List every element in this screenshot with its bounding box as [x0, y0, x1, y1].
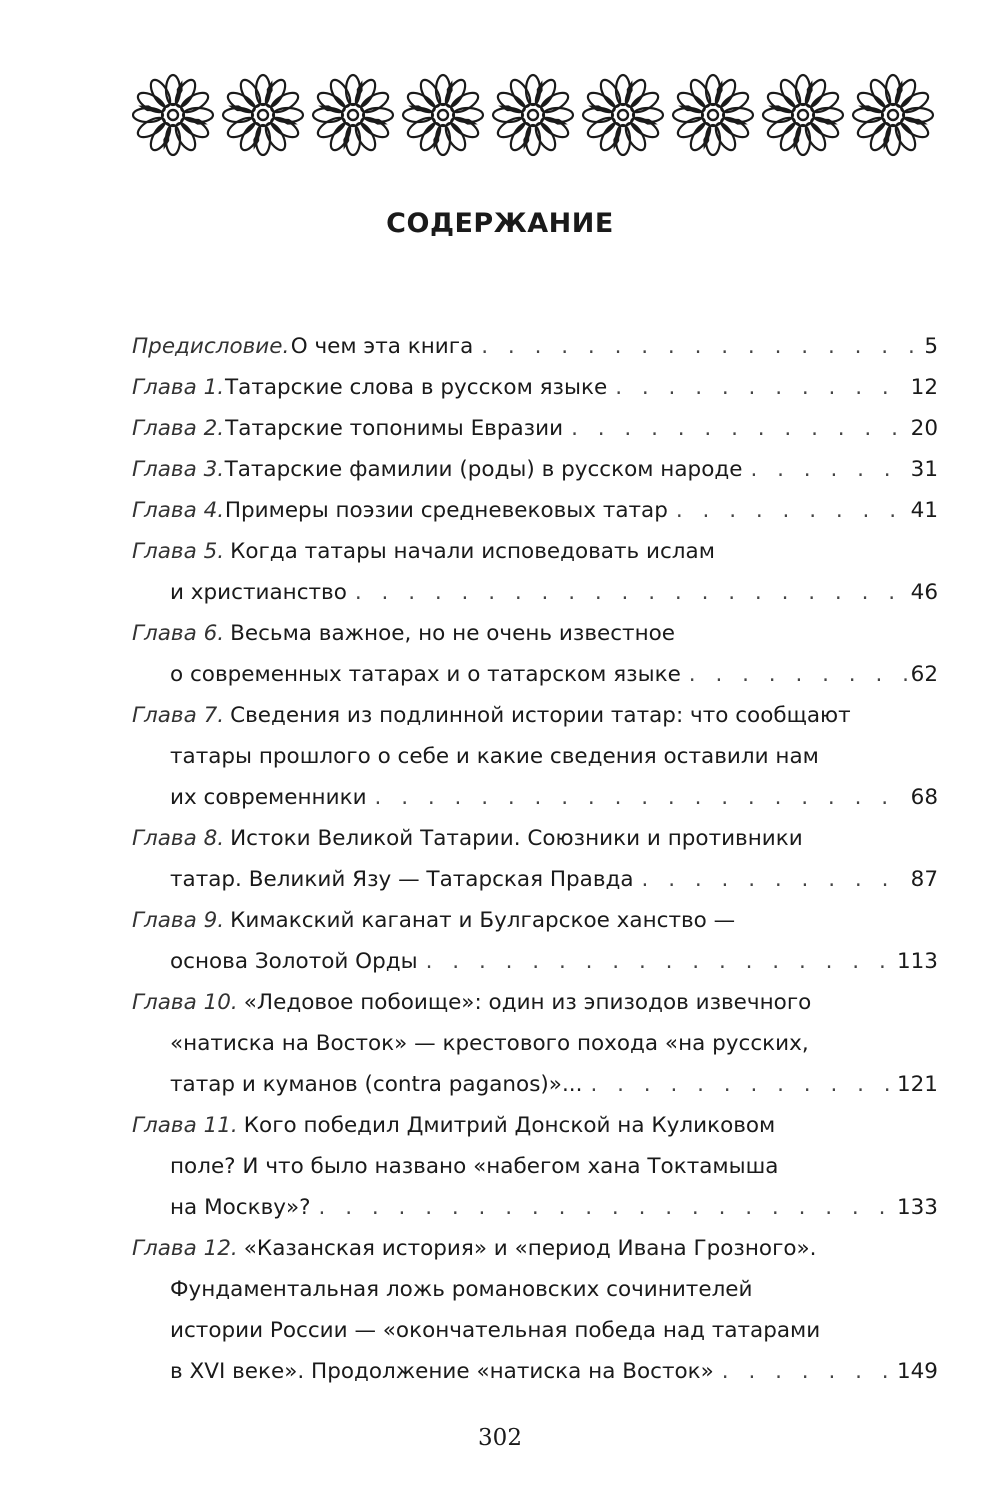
toc-entry-text: «натиска на Восток» — крестового похода «на русских,	[170, 1031, 809, 1056]
toc-entry-text: Истоки Великой Татарии. Союзники и противники	[230, 826, 803, 851]
dot-leader	[375, 777, 907, 818]
toc-entry-label: Глава 6.	[132, 621, 225, 646]
toc-entry-text: Татарские топонимы Евразии	[225, 416, 564, 441]
toc-entry-text: и христианство	[170, 580, 347, 605]
toc-entry-text: Кого победил Дмитрий Донской на Куликовом	[243, 1113, 776, 1138]
toc-entry-line	[132, 1146, 938, 1187]
toc-entry	[132, 900, 938, 982]
toc-entry-text: Татарские слова в русском языке	[225, 375, 608, 400]
table-of-contents	[132, 326, 938, 1392]
dot-leader	[426, 941, 893, 982]
dot-leader	[676, 490, 907, 531]
toc-entry-line	[132, 1228, 938, 1269]
rosette-ornament	[763, 75, 843, 155]
toc-entry-text: Сведения из подлинной истории татар: что сообщают	[230, 703, 851, 728]
toc-page-number: 31	[910, 457, 938, 482]
toc-entry-label: Глава 1.	[132, 375, 225, 400]
toc-entry-text: татары прошлого о себе и какие сведения оставили нам	[170, 744, 819, 769]
toc-entry-text: основа Золотой Орды	[170, 949, 418, 974]
toc-page-number: 41	[910, 498, 938, 523]
toc-entry-line	[132, 1023, 938, 1064]
toc-entry-label: Глава 3.	[132, 457, 225, 482]
toc-entry-text: поле? И что было названо «набегом хана Токтамыша	[170, 1154, 779, 1179]
toc-entry-text: на Москву»?	[170, 1195, 311, 1220]
toc-entry-text: О чем эта книга	[290, 334, 474, 359]
toc-entry	[132, 490, 938, 531]
dot-leader	[590, 1064, 893, 1105]
toc-entry-text: Фундаментальная ложь романовских сочинителей	[170, 1277, 753, 1302]
dot-leader	[355, 572, 907, 613]
toc-page-number: 149	[896, 1359, 938, 1384]
dot-leader	[615, 367, 906, 408]
toc-page-number: 20	[910, 416, 938, 441]
toc-page-number: 87	[910, 867, 938, 892]
toc-entry-text: татар. Великий Язу — Татарская Правда	[170, 867, 634, 892]
toc-entry-line	[132, 531, 938, 572]
toc-page-number: 12	[910, 375, 938, 400]
toc-entry-line	[132, 859, 938, 900]
rosette-ornament	[403, 75, 483, 155]
toc-entry-text: в XVI веке». Продолжение «натиска на Восток»	[170, 1359, 714, 1384]
toc-entry-label: Глава 11.	[132, 1113, 238, 1138]
toc-entry	[132, 1228, 938, 1392]
toc-entry-label: Глава 9.	[132, 908, 225, 933]
decorative-rosette-border	[132, 70, 940, 160]
toc-entry	[132, 613, 938, 695]
rosette-ornament	[853, 75, 933, 155]
toc-entry-line	[132, 1269, 938, 1310]
toc-entry	[132, 326, 938, 367]
toc-entry-line	[132, 449, 938, 490]
toc-entry-line	[132, 326, 938, 367]
toc-page-number: 121	[896, 1072, 938, 1097]
toc-entry	[132, 367, 938, 408]
toc-entry-line	[132, 736, 938, 777]
toc-entry	[132, 408, 938, 449]
toc-entry-line	[132, 1310, 938, 1351]
toc-entry-text: Когда татары начали исповедовать ислам	[230, 539, 715, 564]
dot-leader	[722, 1351, 893, 1392]
dot-leader	[319, 1187, 893, 1228]
dot-leader	[642, 859, 907, 900]
toc-entry-text: «Ледовое побоище»: один из эпизодов извечного	[243, 990, 812, 1015]
toc-entry-line	[132, 900, 938, 941]
dot-leader	[689, 654, 907, 695]
toc-entry-line	[132, 1064, 938, 1105]
page-number: 302	[478, 1425, 522, 1451]
toc-entry-label: Глава 5.	[132, 539, 225, 564]
toc-page-number: 68	[910, 785, 938, 810]
toc-entry-line	[132, 367, 938, 408]
toc-entry-text: «Казанская история» и «период Ивана Грозного».	[243, 1236, 817, 1261]
toc-entry-line	[132, 695, 938, 736]
toc-page-number: 46	[910, 580, 938, 605]
toc-entry-line	[132, 982, 938, 1023]
toc-page-number: 113	[896, 949, 938, 974]
toc-entry	[132, 982, 938, 1105]
toc-entry-text: их современники	[170, 785, 367, 810]
toc-entry	[132, 1105, 938, 1228]
toc-entry-label: Глава 4.	[132, 498, 225, 523]
dot-leader	[750, 449, 906, 490]
toc-entry-text: Татарские фамилии (роды) в русском народе	[224, 457, 743, 482]
toc-entry-line	[132, 572, 938, 613]
toc-entry-line	[132, 1351, 938, 1392]
toc-entry-text: истории России — «окончательная победа над татарами	[170, 1318, 821, 1343]
dot-leader	[481, 326, 920, 367]
toc-entry	[132, 695, 938, 818]
rosette-ornament	[673, 75, 753, 155]
toc-entry-text: о современных татарах и о татарском языке	[170, 662, 681, 687]
toc-entry-label: Глава 10.	[132, 990, 238, 1015]
toc-entry-line	[132, 1105, 938, 1146]
rosette-ornament	[493, 75, 573, 155]
toc-entry-line	[132, 777, 938, 818]
dot-leader	[571, 408, 907, 449]
toc-entry-label: Глава 7.	[132, 703, 225, 728]
toc-entry-label: Глава 12.	[132, 1236, 238, 1261]
toc-entry	[132, 449, 938, 490]
toc-entry-text: татар и куманов (contra paganos)»...	[170, 1072, 583, 1097]
toc-entry-line	[132, 941, 938, 982]
toc-entry-label: Глава 8.	[132, 826, 225, 851]
rosette-ornament	[313, 75, 393, 155]
toc-entry-text: Весьма важное, но не очень известное	[230, 621, 676, 646]
toc-page-number: 5	[924, 334, 938, 359]
toc-page-number: 62	[910, 662, 938, 687]
toc-entry	[132, 531, 938, 613]
toc-entry-text: Примеры поэзии средневековых татар	[224, 498, 668, 523]
rosette-ornament	[223, 75, 303, 155]
toc-entry	[132, 818, 938, 900]
toc-entry-label: Предисловие.	[132, 334, 290, 359]
toc-title: СОДЕРЖАНИЕ	[386, 208, 614, 239]
toc-entry-text: Кимакский каганат и Булгарское ханство —	[230, 908, 736, 933]
toc-entry-line	[132, 818, 938, 859]
rosette-ornament	[133, 75, 213, 155]
toc-entry-line	[132, 613, 938, 654]
toc-entry-label: Глава 2.	[132, 416, 225, 441]
toc-entry-line	[132, 654, 938, 695]
rosette-ornament	[583, 75, 663, 155]
toc-page-number: 133	[896, 1195, 938, 1220]
toc-entry-line	[132, 490, 938, 531]
toc-entry-line	[132, 408, 938, 449]
toc-entry-line	[132, 1187, 938, 1228]
